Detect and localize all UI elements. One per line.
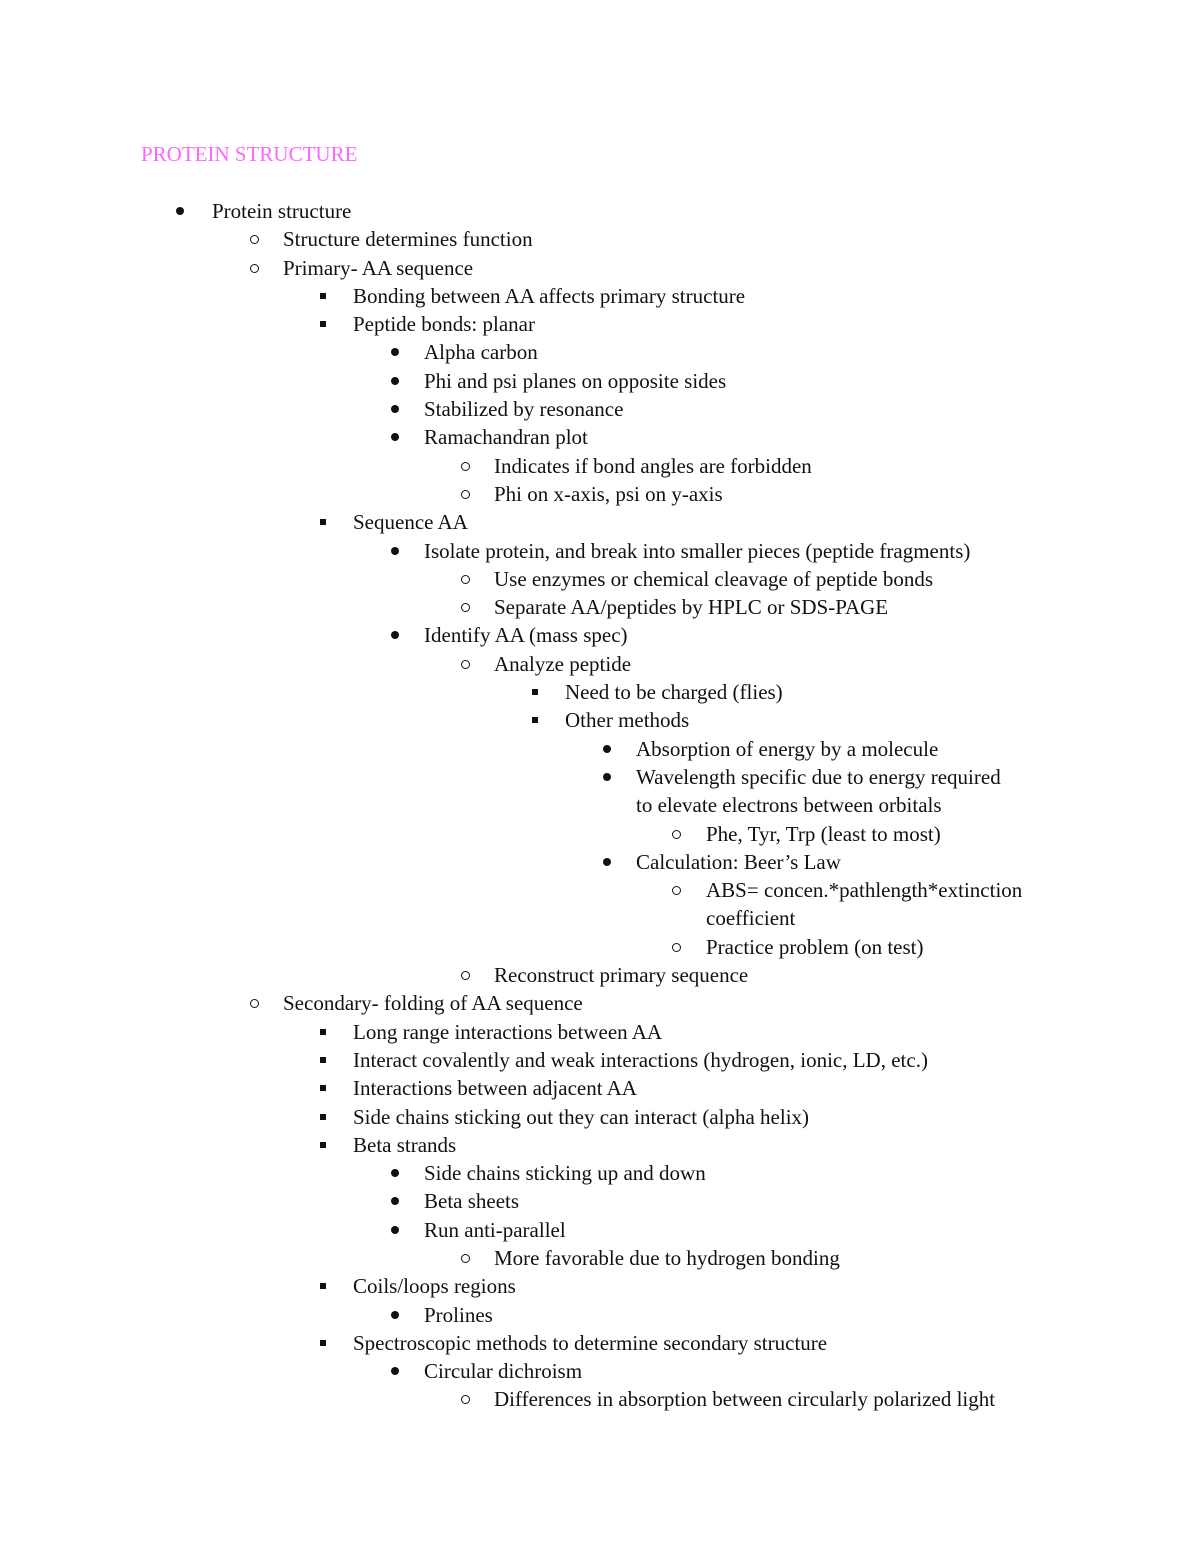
list-item-text: Indicates if bond angles are forbidden bbox=[494, 453, 812, 478]
list-item bbox=[0, 1074, 1200, 1102]
bullet-circle-icon bbox=[460, 1244, 474, 1272]
list-item-text: Phi and psi planes on opposite sides bbox=[424, 368, 727, 393]
list-item-text: Need to be charged (flies) bbox=[565, 680, 783, 705]
list-item bbox=[0, 593, 1200, 621]
list-item-text: Wavelength specific due to energy required bbox=[636, 764, 1001, 789]
bullet-square-icon bbox=[318, 1018, 332, 1046]
list-item-text: Separate AA/peptides by HPLC or SDS-PAGE bbox=[494, 595, 889, 620]
bullet-disc-icon bbox=[601, 763, 615, 791]
bullet-disc-icon bbox=[389, 367, 403, 395]
list-item bbox=[0, 791, 1200, 819]
list-item-text: Coils/loops regions bbox=[353, 1274, 516, 1299]
list-item-text: Prolines bbox=[424, 1302, 493, 1327]
bullet-circle-icon bbox=[460, 1385, 474, 1413]
bullet-square-icon bbox=[318, 1046, 332, 1074]
list-item-text: Isolate protein, and break into smaller pieces (peptide fragments) bbox=[424, 538, 971, 563]
list-item bbox=[0, 876, 1200, 904]
list-item-text: Identify AA (mass spec) bbox=[424, 623, 628, 648]
list-item-text: Interactions between adjacent AA bbox=[353, 1076, 637, 1101]
list-item-text: Reconstruct primary sequence bbox=[494, 963, 749, 988]
list-item bbox=[0, 508, 1200, 536]
list-item-text: Calculation: Beer’s Law bbox=[636, 849, 841, 874]
bullet-circle-icon bbox=[249, 254, 263, 282]
bullet-square-icon bbox=[318, 1272, 332, 1300]
list-item-text: Side chains sticking up and down bbox=[424, 1161, 706, 1186]
bullet-circle-icon bbox=[671, 933, 685, 961]
bullet-disc-icon bbox=[389, 621, 403, 649]
bullet-square-icon bbox=[318, 1131, 332, 1159]
bullet-disc-icon bbox=[601, 735, 615, 763]
list-item-text: Alpha carbon bbox=[424, 340, 538, 365]
bullet-square-icon bbox=[318, 282, 332, 310]
list-item bbox=[0, 904, 1200, 932]
list-item bbox=[0, 225, 1200, 253]
bullet-square-icon bbox=[530, 706, 544, 734]
list-item bbox=[0, 735, 1200, 763]
list-item bbox=[0, 282, 1200, 310]
list-item bbox=[0, 706, 1200, 734]
list-item bbox=[0, 565, 1200, 593]
bullet-circle-icon bbox=[460, 452, 474, 480]
list-item-text: Interact covalently and weak interactions (hydrogen, ionic, LD, etc.) bbox=[353, 1047, 928, 1072]
list-item-text: Differences in absorption between circularly polarized light bbox=[494, 1387, 996, 1412]
bullet-square-icon bbox=[530, 678, 544, 706]
list-item bbox=[0, 537, 1200, 565]
list-item-text: ABS= concen.*pathlength*extinction bbox=[706, 878, 1023, 903]
bullet-square-icon bbox=[318, 1329, 332, 1357]
list-item-text: Use enzymes or chemical cleavage of peptide bonds bbox=[494, 566, 934, 591]
list-item-text: Spectroscopic methods to determine secondary structure bbox=[353, 1330, 828, 1355]
list-item bbox=[0, 395, 1200, 423]
bullet-square-icon bbox=[318, 1074, 332, 1102]
list-item-text: Sequence AA bbox=[353, 510, 468, 535]
list-item bbox=[0, 480, 1200, 508]
list-item bbox=[0, 1187, 1200, 1215]
page-title: PROTEIN STRUCTURE bbox=[141, 142, 358, 166]
list-item bbox=[0, 338, 1200, 366]
list-item-text: Circular dichroism bbox=[424, 1359, 583, 1384]
list-item bbox=[0, 989, 1200, 1017]
bullet-square-icon bbox=[318, 1103, 332, 1131]
bullet-disc-icon bbox=[174, 197, 188, 225]
bullet-disc-icon bbox=[389, 338, 403, 366]
list-item bbox=[0, 1244, 1200, 1272]
bullet-disc-icon bbox=[389, 1216, 403, 1244]
bullet-circle-icon bbox=[671, 876, 685, 904]
bullet-circle-icon bbox=[460, 480, 474, 508]
list-item-text: Structure determines function bbox=[283, 227, 533, 252]
list-item-text: Bonding between AA affects primary structure bbox=[353, 283, 746, 308]
list-item bbox=[0, 1357, 1200, 1385]
list-item bbox=[0, 621, 1200, 649]
list-item-text: Ramachandran plot bbox=[424, 425, 588, 450]
bullet-disc-icon bbox=[389, 537, 403, 565]
list-item bbox=[0, 423, 1200, 451]
list-item bbox=[0, 310, 1200, 338]
list-item-text: More favorable due to hydrogen bonding bbox=[494, 1245, 840, 1270]
list-item bbox=[0, 820, 1200, 848]
bullet-disc-icon bbox=[601, 848, 615, 876]
list-item bbox=[0, 1216, 1200, 1244]
list-item bbox=[0, 1272, 1200, 1300]
list-item bbox=[0, 254, 1200, 282]
list-item bbox=[0, 1385, 1200, 1413]
list-item bbox=[0, 933, 1200, 961]
notes-outline bbox=[0, 197, 1200, 1414]
bullet-circle-icon bbox=[249, 989, 263, 1017]
bullet-disc-icon bbox=[389, 395, 403, 423]
list-item bbox=[0, 1131, 1200, 1159]
bullet-square-icon bbox=[318, 310, 332, 338]
list-item bbox=[0, 1301, 1200, 1329]
list-item bbox=[0, 1103, 1200, 1131]
list-item bbox=[0, 1046, 1200, 1074]
list-item bbox=[0, 650, 1200, 678]
list-item-text: Side chains sticking out they can interact (alpha helix) bbox=[353, 1104, 810, 1129]
list-item-text: Phi on x-axis, psi on y-axis bbox=[494, 481, 723, 506]
list-item-text: Other methods bbox=[565, 708, 690, 733]
list-item-text: Analyze peptide bbox=[494, 651, 632, 676]
bullet-circle-icon bbox=[460, 593, 474, 621]
list-item-text: Absorption of energy by a molecule bbox=[636, 736, 939, 761]
list-item-text: coefficient bbox=[706, 906, 796, 931]
bullet-circle-icon bbox=[460, 961, 474, 989]
list-item-text: Primary- AA sequence bbox=[283, 255, 474, 280]
list-item bbox=[0, 848, 1200, 876]
bullet-circle-icon bbox=[671, 820, 685, 848]
list-item-text: Phe, Tyr, Trp (least to most) bbox=[706, 821, 941, 846]
bullet-disc-icon bbox=[389, 423, 403, 451]
list-item-text: to elevate electrons between orbitals bbox=[636, 793, 942, 818]
bullet-disc-icon bbox=[389, 1159, 403, 1187]
list-item bbox=[0, 763, 1200, 791]
list-item-text: Beta strands bbox=[353, 1132, 457, 1157]
list-item bbox=[0, 961, 1200, 989]
list-item bbox=[0, 1159, 1200, 1187]
list-item bbox=[0, 197, 1200, 225]
bullet-circle-icon bbox=[460, 565, 474, 593]
list-item-text: Secondary- folding of AA sequence bbox=[283, 991, 583, 1016]
bullet-square-icon bbox=[318, 508, 332, 536]
bullet-circle-icon bbox=[249, 225, 263, 253]
list-item-text: Long range interactions between AA bbox=[353, 1019, 663, 1044]
bullet-circle-icon bbox=[460, 650, 474, 678]
list-item-text: Practice problem (on test) bbox=[706, 934, 924, 959]
list-item-text: Beta sheets bbox=[424, 1189, 520, 1214]
list-item bbox=[0, 367, 1200, 395]
list-item bbox=[0, 1329, 1200, 1357]
list-item-text: Stabilized by resonance bbox=[424, 397, 624, 422]
list-item bbox=[0, 678, 1200, 706]
list-item-text: Run anti-parallel bbox=[424, 1217, 566, 1242]
list-item bbox=[0, 452, 1200, 480]
bullet-disc-icon bbox=[389, 1301, 403, 1329]
bullet-disc-icon bbox=[389, 1187, 403, 1215]
list-item-text: Protein structure bbox=[212, 199, 352, 223]
bullet-disc-icon bbox=[389, 1357, 403, 1385]
list-item-text: Peptide bonds: planar bbox=[353, 312, 535, 337]
list-item bbox=[0, 1018, 1200, 1046]
